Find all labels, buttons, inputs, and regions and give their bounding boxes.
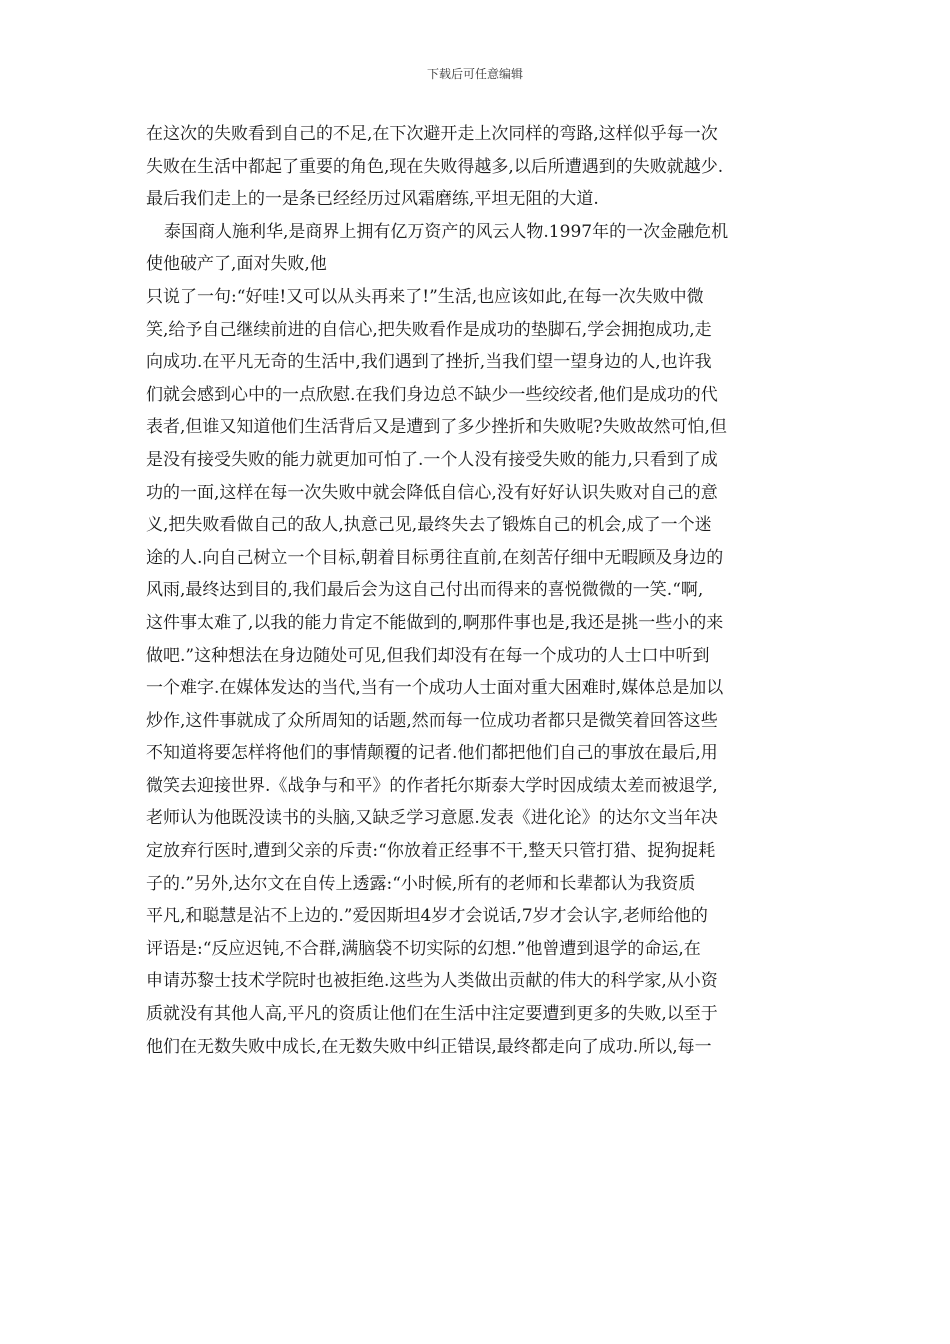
text-line: 使他破产了,面对失败,他 (146, 254, 327, 275)
text-line: 申请苏黎士技术学院时也被拒绝.这些为人类做出贡献的伟大的科学家,从小资 (146, 971, 718, 992)
text-line: 在这次的失败看到自己的不足,在下次避开走上次同样的弯路,这样似乎每一次 (146, 124, 718, 144)
text-line: 定放弃行医时,遭到父亲的斥责:“你放着正经事不干,整天只管打猎、捉狗捉耗 (146, 841, 716, 862)
text-line: 他们在无数失败中成长,在无数失败中纠正错误,最终都走向了成功.所以,每一 (146, 1036, 712, 1057)
text-line: 只说了一句:“好哇!又可以从头再来了!”生活,也应该如此,在每一次失败中微 (146, 286, 704, 307)
text-line: 微笑去迎接世界.《战争与和平》的作者托尔斯泰大学时因成绩太差而被退学, (146, 775, 718, 796)
text-line: 向成功.在平凡无奇的生活中,我们遇到了挫折,当我们望一望身边的人,也许我 (146, 352, 712, 373)
text-line: 评语是:“反应迟钝,不合群,满脑袋不切实际的幻想.”他曾遭到退学的命运,在 (146, 938, 701, 959)
text-line: 功的一面,这样在每一次失败中就会降低自信心,没有好好认识失败对自己的意 (146, 482, 718, 503)
text-line: 子的.”另外,达尔文在自传上透露:“小时候,所有的老师和长辈都认为我资质 (146, 873, 696, 894)
text-line: 质就没有其他人高,平凡的资质让他们在生活中注定要遭到更多的失败,以至于 (146, 1004, 718, 1025)
text-line: 做吧.”这种想法在身边随处可见,但我们却没有在每一个成功的人士口中听到 (146, 645, 710, 666)
text-line: 表者,但谁又知道他们生活背后又是遭到了多少挫折和失败呢?失败故然可怕,但 (146, 417, 727, 438)
document-body (146, 118, 816, 1063)
text-line: 义,把失败看做自己的敌人,执意己见,最终失去了锻炼自己的机会,成了一个迷 (146, 515, 712, 536)
text-line: 途的人.向自己树立一个目标,朝着目标勇往直前,在刻苦仔细中无暇顾及身边的 (146, 547, 724, 568)
text-line: 是没有接受失败的能力就更加可怕了.一个人没有接受失败的能力,只看到了成 (146, 449, 718, 470)
text-line: 最后我们走上的一是条已经经历过风霜磨练,平坦无阻的大道. (146, 189, 599, 210)
text-line: 风雨,最终达到目的,我们最后会为这自己付出而得来的喜悦微微的一笑.“啊, (146, 580, 704, 601)
text-line: 这件事太难了,以我的能力肯定不能做到的,啊那件事也是,我还是挑一些小的来 (146, 612, 724, 633)
text-line: 一个难字.在媒体发达的当代,当有一个成功人士面对重大困难时,媒体总是加以 (146, 678, 724, 699)
text-line: 炒作,这件事就成了众所周知的话题,然而每一位成功者都只是微笑着回答这些 (146, 710, 718, 731)
page-header: 下载后可任意编辑 (426, 67, 523, 81)
paragraph-start-line: 泰国商人施利华,是商界上拥有亿万资产的风云人物.1997年的一次金融危机 (164, 221, 729, 242)
text-line: 失败在生活中都起了重要的角色,现在失败得越多,以后所遭遇到的失败就越少. (146, 156, 724, 177)
text-line: 笑,给予自己继续前进的自信心,把失败看作是成功的垫脚石,学会拥抱成功,走 (146, 319, 712, 340)
text-line: 平凡,和聪慧是沾不上边的.”爱因斯坦4岁才会说话,7岁才会认字,老师给他的 (146, 906, 708, 927)
text-line: 老师认为他既没读书的头脑,又缺乏学习意愿.发表《进化论》的达尔文当年决 (146, 808, 718, 829)
text-line: 们就会感到心中的一点欣慰.在我们身边总不缺少一些绞绞者,他们是成功的代 (146, 384, 718, 405)
text-line: 不知道将要怎样将他们的事情颠覆的记者.他们都把他们自己的事放在最后,用 (146, 743, 718, 764)
